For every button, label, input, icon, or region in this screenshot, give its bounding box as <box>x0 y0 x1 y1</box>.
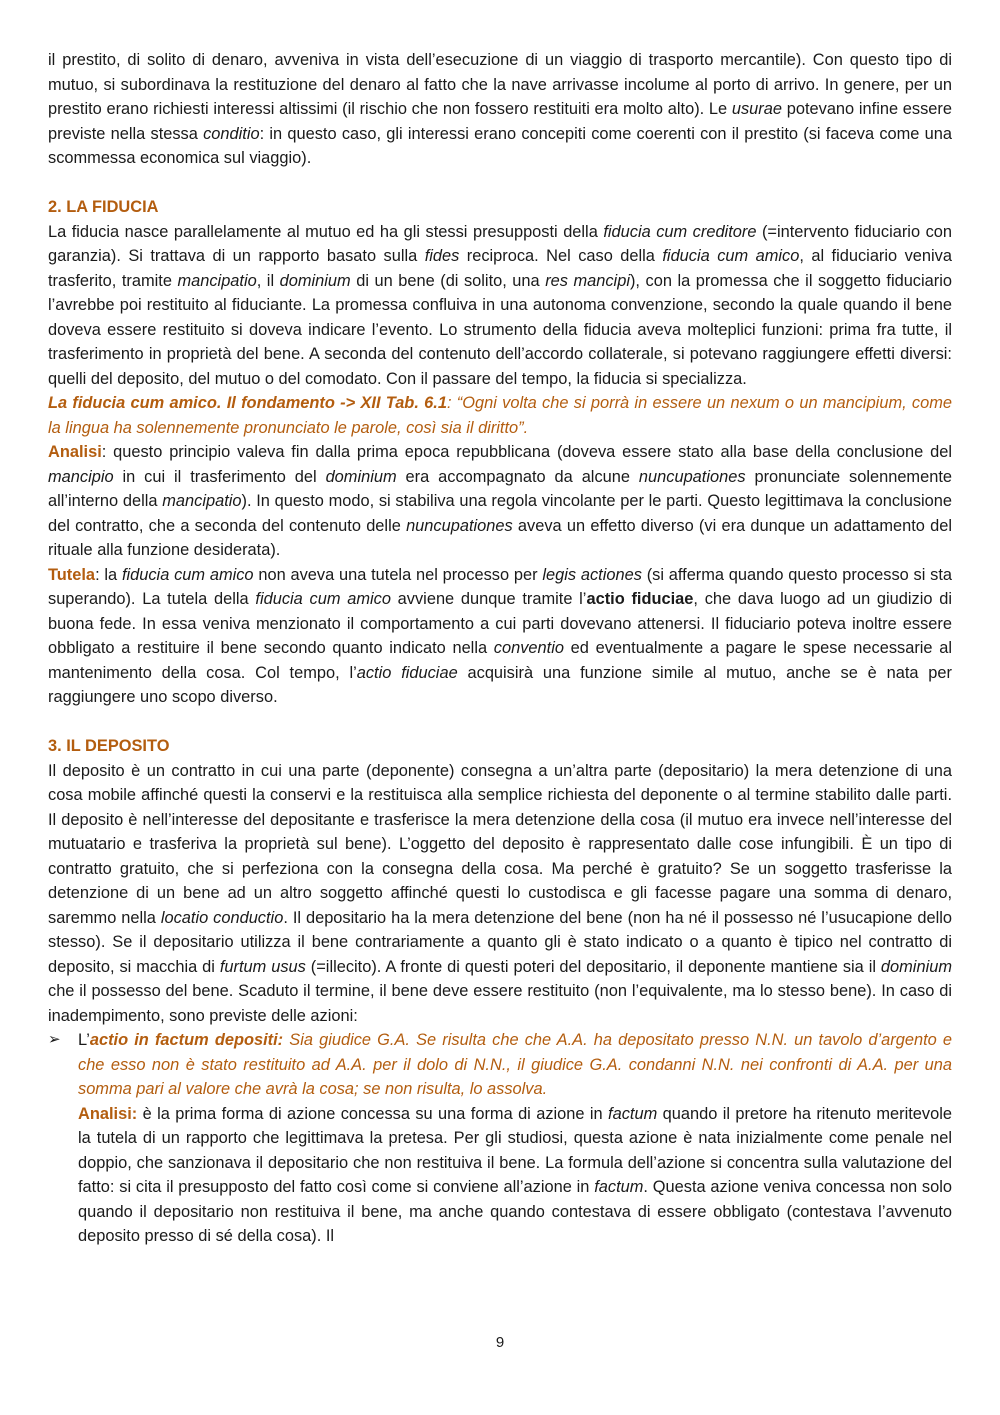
italic-term: fides <box>424 247 460 265</box>
text-run: . Questa azione veniva concessa non solo quando il depositario non restituiva il bene, ma anche quando contestava di essere obbligato (contestava l’avvenuto deposito presso di sé della cosa). Il <box>78 1178 952 1245</box>
italic-term: dominium <box>325 467 397 486</box>
text-run: è la prima forma di azione concessa su una forma di azione in <box>137 1104 609 1123</box>
quote-fondamento <box>48 391 952 440</box>
analisi-label: Analisi: <box>78 1104 138 1123</box>
italic-term: conditio <box>203 124 260 143</box>
document-page <box>48 48 952 1249</box>
text-run: L’ <box>78 1031 90 1049</box>
italic-term: nuncupationes <box>406 516 513 535</box>
text-run: La fiducia nasce parallelamente al mutuo ed ha gli stessi presupposti della <box>48 222 604 241</box>
quote-lead: La fiducia cum amico. Il fondamento -> XII Tab. 6.1 <box>48 394 447 412</box>
text-run: Il deposito è un contratto in cui una parte (deponente) consegna a un’altra parte (depositario) la mera detenzione di una cosa mobile affinché questi la conservi e la restituisca alla semplice richiesta del deponente o al termine stabilito dalle parti. Il deposito è nell’interesse del depositante e trasferisce la mera detenzione della cosa (il mutuo era invece nell’interesse del mutuatario e trasferiva la proprietà sul bene). L’oggetto del deposito è rappresentato dalle cose infungibili. È un tipo di contratto gratuito, che si perfeziona con la consegna della cosa. Ma perché è gratuito? Se un soggetto trasferisse la detenzione di un bene ad un altro soggetto affinché questi lo custodisca e gli facesse pagare una somma di denaro, saremmo nella <box>48 761 952 927</box>
bullet-text: Sia giudice G.A. Se risulta che che A.A. ha depositato presso N.N. un tavolo d’argento e che esso non è stato restituito ad A.A. per il dolo di N.N., il giudice G.A. condanni N.N. nei confronti di A.A. per una somma pari al valore che avrà la cosa; se non risulta, lo assolva. <box>78 1031 952 1098</box>
bullet-lead: actio in factum depositi: <box>89 1031 284 1049</box>
paragraph-analisi-fiducia <box>48 440 952 563</box>
text-run: (=intervento fiduciario con garanzia). Si trattava di un rapporto basato sulla <box>48 222 952 265</box>
text-run: era accompagnato da alcune <box>396 467 639 486</box>
italic-term: dominium <box>279 271 351 290</box>
text-run: (=illecito). A fronte di questi poteri del depositario, il deponente mantiene sia il <box>305 957 881 976</box>
text-run: il prestito, di solito di denaro, avveniva in vista dell’esecuzione di un viaggio di trasporto mercantile). Con questo tipo di mutuo, si subordinava la restituzione del denaro al fatto che la nave arrivasse incolume al porto di arrivo. In genere, per un prestito erano richiesti interessi altissimi (il rischio che non fossero restituiti era molto alto). Le <box>48 51 952 118</box>
italic-term: fiducia cum amico <box>255 590 391 608</box>
text-run: di un bene (di solito, una <box>350 271 546 290</box>
text-run: quando il pretore ha ritenuto meritevole la tutela di un rapporto che legittimava la pretesa. Per gli studiosi, questa azione è nata inizialmente come penale nel doppio, che sanzionava il depositario che non restituiva il bene. La formula dell’azione si concentra sulla valutazione del fatto: si cita il presupposto del fatto così come si conviene all’azione in <box>78 1104 952 1196</box>
italic-term: furtum usus <box>219 957 306 976</box>
quote-text: : “Ogni volta che si porrà in essere un nexum o un mancipium, come la lingua ha solennemente pronunciato le parole, così sia il diritto”. <box>48 394 953 437</box>
text-run: (si afferma quando questo processo si sta superando). La tutela della <box>48 565 953 608</box>
italic-term: legis actiones <box>542 565 642 584</box>
text-run: pronunciate solennemente all’interno della <box>48 467 952 510</box>
italic-term: factum <box>608 1104 658 1123</box>
analisi-label: Analisi <box>48 443 102 461</box>
paragraph-deposito <box>48 759 952 1029</box>
paragraph-tutela <box>48 563 952 710</box>
text-run: acquisirà una funzione simile al mutuo, anche se è nata per raggiungere uno scopo diverso. <box>48 663 953 706</box>
text-run: che il possesso del bene. Scaduto il termine, il bene deve essere restituito (non l’equivalente, ma lo stesso bene). In caso di inadempimento, sono previste delle azioni: <box>48 982 952 1025</box>
italic-term: factum <box>594 1178 644 1196</box>
italic-term: conventio <box>493 639 564 657</box>
text-run: , che dava luogo ad un giudizio di buona fede. In essa veniva menzionato il comportamento a cui parti dovevano attenersi. Il fiduciario poteva inoltre essere obbligato a restituire il bene secondo quanto indicato nella <box>48 590 953 657</box>
paragraph-intro <box>48 48 952 171</box>
text-run: , al fiduciario veniva trasferito, tramite <box>48 247 952 290</box>
arrow-bullet-icon: ➢ <box>48 1031 61 1048</box>
spacer <box>48 710 952 735</box>
bold-term: actio fiduciae <box>586 590 694 608</box>
italic-term: mancipio <box>48 467 114 486</box>
section-heading-deposito: 3. IL DEPOSITO <box>48 737 170 755</box>
text-run: reciproca. Nel caso della <box>459 247 663 265</box>
text-run: avviene dunque tramite l’ <box>390 590 587 608</box>
italic-term: mancipatio <box>162 492 242 510</box>
tutela-label: Tutela <box>48 565 96 584</box>
text-run: non aveva una tutela nel processo per <box>253 565 543 584</box>
text-run: ), con la promessa che il soggetto fiduciario l’avrebbe poi restituito al fiduciante. La promessa confluiva in una autonoma convenzione, secondo la quale quando il bene doveva essere restituito si doveva indicare l’evento. Lo strumento della fiducia aveva molteplici funzioni: prima fra tutte, il trasferimento in proprietà del bene. A seconda del contenuto dell’accordo collaterale, si potevano raggiungere effetti diversi: quelli del deposito, del mutuo o del comodato. Con il passare del tempo, la fiducia si specializza. <box>48 271 952 388</box>
section-heading-fiducia: 2. LA FIDUCIA <box>48 198 159 216</box>
text-run: . Il depositario ha la mera detenzione del bene (non ha né il possesso né l’usucapione dello stesso). Se il depositario utilizza il bene contrariamente a quanto gli è stato indicato o a quanto è tipico nel contratto di deposito, si macchia di <box>48 908 952 976</box>
text-run: , il <box>256 271 280 290</box>
italic-term: actio fiduciae <box>356 663 458 682</box>
text-run: in cui il trasferimento del <box>113 467 326 486</box>
italic-term: usurae <box>731 100 782 118</box>
italic-term: nuncupationes <box>638 467 746 486</box>
text-run: : questo principio valeva fin dalla prima epoca repubblicana (doveva essere stato alla base della conclusione del <box>101 443 952 461</box>
italic-term: res mancipi <box>545 271 630 290</box>
text-run: aveva un effetto diverso (vi era dunque un adattamento del rituale alla funzione desiderata). <box>48 516 952 559</box>
text-run: : la <box>95 565 122 584</box>
italic-term: fiducia cum creditore <box>603 222 757 241</box>
italic-term: locatio conductio <box>160 908 284 927</box>
paragraph-analisi-deposito <box>48 1102 952 1249</box>
paragraph-fiducia <box>48 220 952 392</box>
spacer <box>48 171 952 196</box>
bullet-actio-in-factum <box>48 1028 952 1102</box>
italic-term: dominium <box>880 957 952 976</box>
italic-term: fiducia cum amico <box>662 247 800 265</box>
italic-term: fiducia cum amico <box>121 565 254 584</box>
italic-term: mancipatio <box>177 271 257 290</box>
page-number: 9 <box>495 1334 505 1351</box>
text-run: ). In questo modo, si stabiliva una regola vincolante per le parti. Questo legittimava la conclusione del contratto, che a seconda del contenuto delle <box>48 492 952 535</box>
text-run: potevano infine essere previste nella stessa <box>48 100 952 143</box>
text-run: ed eventualmente a pagare le spese necessarie al mantenimento della cosa. Col tempo, l’ <box>48 639 953 682</box>
text-run: : in questo caso, gli interessi erano concepiti come coerenti con il prestito (si faceva come una scommessa economica sul viaggio). <box>48 124 952 167</box>
